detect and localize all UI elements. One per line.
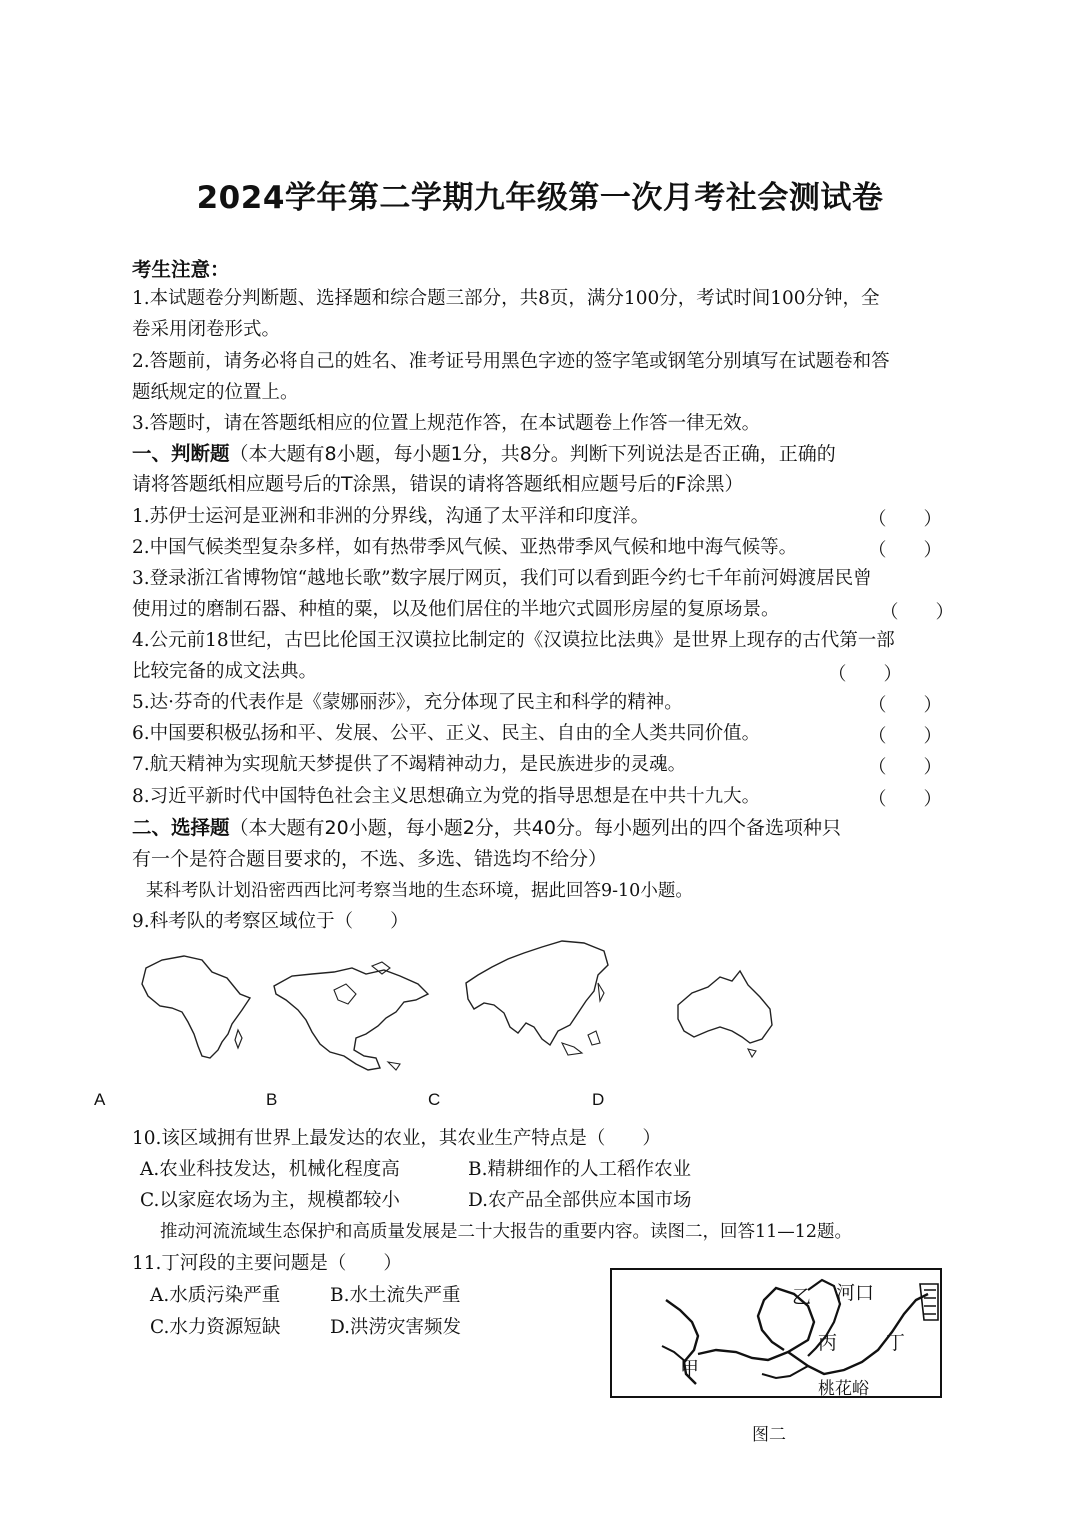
answer-paren: （ ）	[868, 757, 943, 778]
figure-label: 河口	[836, 1282, 875, 1304]
notice-line: 3.答题时，请在答题纸相应的位置上规范作答，在本试题卷上作答一律无效。	[132, 413, 761, 434]
answer-paren: （ ）	[880, 602, 955, 623]
option-c: C.水力资源短缺	[150, 1317, 281, 1338]
figure-label: 丁	[886, 1332, 906, 1354]
figure-label: 乙	[792, 1286, 812, 1308]
section2-desc-line2: 有一个是符合题目要求的，不选、多选、错选均不给分）	[132, 848, 608, 870]
question-2: 2.中国气候类型复杂多样，如有热带季风气候、亚热带季风气候和地中海气候等。	[132, 537, 798, 558]
asia-map	[458, 935, 618, 1065]
question-3-cont: 使用过的磨制石器、种植的粟，以及他们居住的半地穴式圆形房屋的复原场景。	[132, 599, 780, 620]
notice-line: 1.本试题卷分判断题、选择题和综合题三部分，共8页，满分100分，考试时间100分钟，全	[132, 288, 880, 309]
answer-paren: （ ）	[868, 726, 943, 747]
section2-desc: （本大题有20小题，每小题2分，共40分。每小题列出的四个备选项种只	[229, 817, 841, 839]
river-figure	[610, 1268, 942, 1398]
section1-title: 一、判断题	[132, 442, 230, 465]
question-1: 1.苏伊士运河是亚洲和非洲的分界线，沟通了太平洋和印度洋。	[132, 506, 650, 527]
question-9: 9.科考队的考察区域位于（ ）	[132, 911, 409, 932]
question-7: 7.航天精神为实现航天梦提供了不竭精神动力，是民族进步的灵魂。	[132, 754, 687, 775]
answer-paren: （ ）	[868, 695, 943, 716]
question-11: 11.丁河段的主要问题是（ ）	[132, 1253, 402, 1274]
question-intro: 推动河流流域生态保护和高质量发展是二十大报告的重要内容。读图二，回答11—12题。	[160, 1222, 853, 1242]
map-option-label: C	[428, 1090, 441, 1109]
question-intro: 某科考队计划沿密西西比河考察当地的生态环境，据此回答9-10小题。	[146, 881, 693, 901]
question-4: 4.公元前18世纪，古巴比伦国王汉谟拉比制定的《汉谟拉比法典》是世界上现存的古代第一部	[132, 630, 895, 651]
question-5: 5.达·芬奇的代表作是《蒙娜丽莎》，充分体现了民主和科学的精神。	[132, 692, 683, 713]
map-option-label: B	[266, 1090, 278, 1109]
north-america-map	[268, 960, 438, 1080]
australia-map	[668, 965, 783, 1065]
question-6: 6.中国要积极弘扬和平、发展、公平、正义、民主、自由的全人类共同价值。	[132, 723, 761, 744]
map-option-label: A	[94, 1090, 106, 1109]
question-4-cont: 比较完备的成文法典。	[132, 661, 318, 682]
figure-label: 甲	[680, 1358, 700, 1380]
answer-paren: （ ）	[868, 509, 943, 530]
option-a: A.农业科技发达，机械化程度高	[140, 1159, 400, 1180]
question-8: 8.习近平新时代中国特色社会主义思想确立为党的指导思想是在中共十九大。	[132, 786, 761, 807]
answer-paren: （ ）	[828, 664, 903, 685]
figure-label: 桃花峪	[818, 1379, 869, 1399]
notice-line: 2.答题前，请务必将自己的姓名、准考证号用黑色字迹的签字笔或钢笔分别填写在试题卷和答	[132, 351, 890, 372]
question-3: 3.登录浙江省博物馆“越地长歌”数字展厅网页，我们可以看到距今约七千年前河姆渡居民曾	[132, 568, 872, 589]
section1-desc: （本大题有8小题，每小题1分，共8分。判断下列说法是否正确，正确的	[229, 443, 836, 465]
figure-caption: 图二	[752, 1425, 786, 1445]
page-title: 2024学年第二学期九年级第一次月考社会测试卷	[196, 180, 884, 216]
option-b: B.精耕细作的人工稻作农业	[468, 1159, 691, 1180]
option-b: B.水土流失严重	[330, 1285, 461, 1306]
notice-line: 题纸规定的位置上。	[132, 382, 299, 403]
section2-heading	[132, 816, 952, 841]
answer-paren: （ ）	[868, 789, 943, 810]
answer-paren: （ ）	[868, 540, 943, 561]
africa-map	[132, 950, 262, 1065]
option-c: C.以家庭农场为主，规模都较小	[140, 1190, 400, 1211]
figure-label: 丙	[818, 1332, 838, 1354]
notice-line: 卷采用闭卷形式。	[132, 319, 281, 340]
section1-desc-line2: 请将答题纸相应题号后的T涂黑，错误的请将答题纸相应题号后的F涂黑）	[132, 473, 744, 495]
option-a: A.水质污染严重	[150, 1285, 281, 1306]
option-d: D.农产品全部供应本国市场	[468, 1190, 692, 1211]
map-option-label: D	[592, 1090, 605, 1109]
section1-heading	[132, 442, 952, 467]
option-d: D.洪涝灾害频发	[330, 1317, 462, 1338]
section2-title: 二、选择题	[132, 816, 230, 839]
question-10: 10.该区域拥有世界上最发达的农业，其农业生产特点是（ ）	[132, 1128, 661, 1149]
notice-heading: 考生注意：	[132, 258, 230, 281]
